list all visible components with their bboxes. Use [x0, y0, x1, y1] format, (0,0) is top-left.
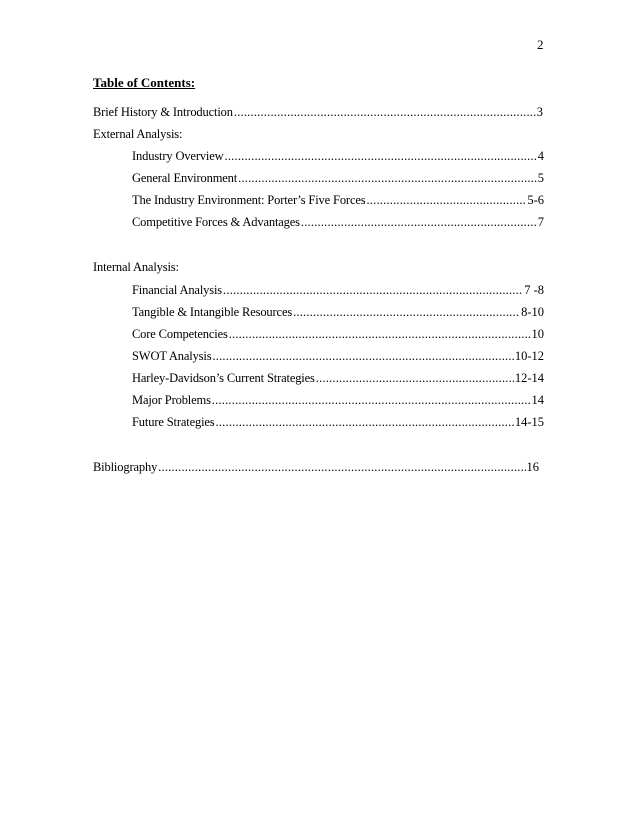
toc-entry-major-problems[interactable]	[132, 392, 544, 408]
toc-entry-label: The Industry Environment: Porter’s Five Forces	[132, 193, 366, 207]
toc-leader-dots	[301, 214, 537, 230]
toc-entry-page: 16	[526, 460, 539, 474]
toc-entry-page: 10-12	[514, 349, 544, 363]
toc-leader-dots	[229, 326, 531, 342]
toc-section-internal-analysis	[93, 259, 179, 275]
toc-section-label: Internal Analysis:	[93, 260, 179, 274]
toc-leader-dots	[316, 370, 514, 386]
toc-entry-page: 7 -8	[524, 283, 544, 297]
toc-entry-page: 12-14	[514, 371, 544, 385]
toc-entry-financial-analysis[interactable]	[132, 282, 544, 298]
toc-entry-page: 8-10	[521, 305, 544, 319]
toc-entry-page: 5-6	[527, 193, 544, 207]
toc-entry-page: 14-15	[514, 415, 544, 429]
toc-entry-brief-history[interactable]	[93, 104, 543, 120]
toc-entry-page: 14	[531, 393, 544, 407]
toc-entry-label: Brief History & Introduction	[93, 105, 233, 119]
toc-entry-industry-overview[interactable]	[132, 148, 544, 164]
toc-entry-label: Future Strategies	[132, 415, 215, 429]
toc-leader-dots	[234, 104, 536, 120]
toc-entry-porters-five-forces[interactable]	[132, 192, 544, 208]
toc-entry-tangible-intangible-resources[interactable]	[132, 304, 544, 320]
toc-entry-page: 3	[536, 105, 543, 119]
toc-leader-dots	[238, 170, 537, 186]
toc-leader-dots	[223, 282, 523, 298]
toc-entry-label: General Environment	[132, 171, 238, 185]
toc-leader-dots	[216, 414, 514, 430]
toc-entry-current-strategies[interactable]	[132, 370, 544, 386]
toc-entry-label: Financial Analysis	[132, 283, 223, 297]
toc-entry-page: 5	[537, 171, 544, 185]
toc-leader-dots	[366, 192, 526, 208]
toc-entry-bibliography[interactable]	[93, 459, 539, 475]
toc-leader-dots	[212, 348, 513, 364]
toc-entry-swot-analysis[interactable]	[132, 348, 544, 364]
toc-section-label: External Analysis:	[93, 127, 183, 141]
toc-entry-label: Bibliography	[93, 460, 158, 474]
toc-entry-label: SWOT Analysis	[132, 349, 212, 363]
toc-entry-label: Harley-Davidson’s Current Strategies	[132, 371, 315, 385]
toc-entry-core-competencies[interactable]	[132, 326, 544, 342]
toc-entry-label: Tangible & Intangible Resources	[132, 305, 293, 319]
toc-entry-page: 10	[531, 327, 544, 341]
toc-entry-general-environment[interactable]	[132, 170, 544, 186]
toc-leader-dots	[212, 392, 531, 408]
toc-entry-page: 7	[537, 215, 544, 229]
toc-entry-future-strategies[interactable]	[132, 414, 544, 430]
toc-entry-label: Major Problems	[132, 393, 211, 407]
toc-entry-label: Core Competencies	[132, 327, 228, 341]
toc-leader-dots	[158, 459, 525, 475]
toc-entry-page: 4	[537, 149, 544, 163]
toc-entry-competitive-forces[interactable]	[132, 214, 544, 230]
toc-section-external-analysis	[93, 126, 182, 142]
toc-leader-dots	[293, 304, 520, 320]
page-number: 2	[537, 37, 544, 52]
toc-title: Table of Contents:	[93, 75, 196, 90]
toc-leader-dots	[225, 148, 537, 164]
toc-entry-label: Industry Overview	[132, 149, 224, 163]
toc-entry-label: Competitive Forces & Advantages	[132, 215, 300, 229]
